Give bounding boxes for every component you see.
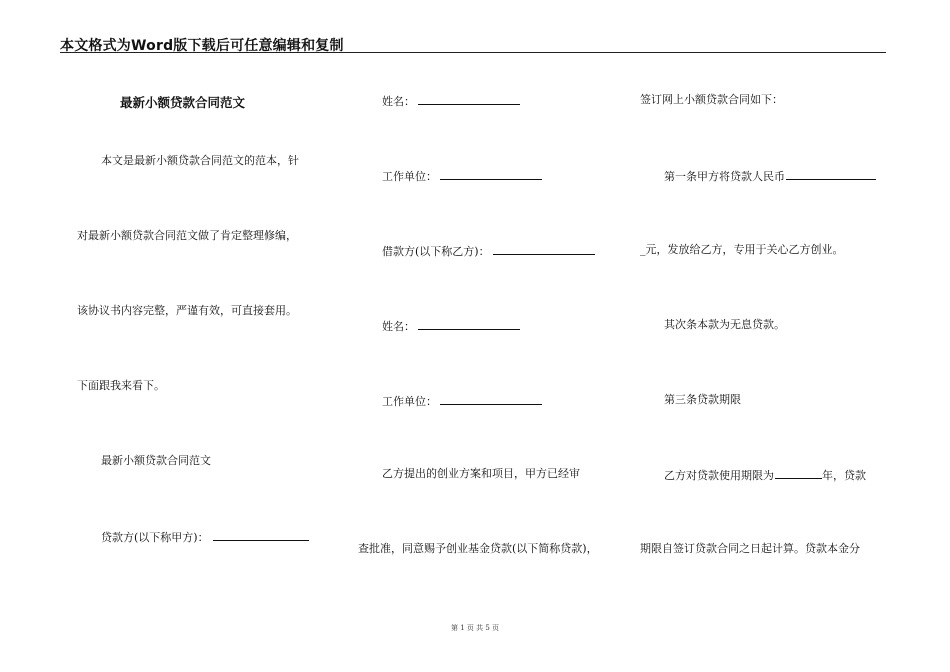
paragraph-line: 乙方提出的创业方案和项目，甲方已经审 xyxy=(382,467,580,480)
borrower-label: 借款方(以下称乙方)： xyxy=(382,245,490,258)
paragraph-line: 签订网上小额贷款合同如下： xyxy=(640,93,783,106)
paragraph-line: 该协议书内容完整，严谨有效，可直接套用。 xyxy=(77,304,297,317)
document-title: 最新小额贷款合同范文 xyxy=(120,95,246,110)
lender-blank xyxy=(213,529,309,541)
term-suffix: 年，贷款 xyxy=(822,469,866,482)
work-unit-blank xyxy=(440,393,542,405)
work-unit-label: 工作单位： xyxy=(382,395,437,408)
name-label: 姓名： xyxy=(382,320,415,333)
paragraph-line xyxy=(640,243,844,257)
name-blank xyxy=(418,318,520,330)
page-number: 第 1 页 共 5 页 xyxy=(450,624,500,632)
lender-label: 贷款方(以下称甲方)： xyxy=(101,531,209,544)
paragraph-line: 下面跟我来看下。 xyxy=(77,379,165,392)
borrower-line xyxy=(382,243,595,259)
article-1-line xyxy=(664,168,876,184)
name-blank xyxy=(418,93,520,105)
article-1-text: 第一条甲方将贷款人民币 xyxy=(664,170,785,183)
article-3-heading: 第三条贷款期限 xyxy=(664,393,741,406)
term-line xyxy=(664,467,866,483)
years-blank xyxy=(775,467,822,479)
purpose-text: 元，发放给乙方，专用于关心乙方创业。 xyxy=(645,243,844,256)
borrower-blank xyxy=(493,243,595,255)
work-unit-label: 工作单位： xyxy=(382,170,437,183)
paragraph-line: 本文是最新小额贷款合同范文的范本，针 xyxy=(101,154,299,167)
name-line xyxy=(382,93,520,109)
header-title: 本文格式为Word版下载后可任意编辑和复制 xyxy=(60,38,344,54)
work-unit-line xyxy=(382,393,542,409)
name-label: 姓名： xyxy=(382,95,415,108)
name-line xyxy=(382,318,520,334)
work-unit-blank xyxy=(440,168,542,180)
paragraph-line: 其次条本款为无息贷款。 xyxy=(664,318,785,331)
paragraph-line: 最新小额贷款合同范文 xyxy=(101,454,211,467)
lender-line xyxy=(101,529,309,545)
amount-blank xyxy=(786,168,876,180)
work-unit-line xyxy=(382,168,542,184)
term-label: 乙方对贷款使用期限为 xyxy=(664,469,774,482)
underscore-mark: _ xyxy=(640,243,646,256)
paragraph-line: 对最新小额贷款合同范文做了肯定整理修编， xyxy=(77,229,297,242)
paragraph-line: 查批准，同意赐予创业基金贷款(以下简称贷款)， xyxy=(358,542,598,555)
paragraph-line: 期限自签订贷款合同之日起计算。贷款本金分 xyxy=(640,542,860,555)
header-divider xyxy=(60,52,886,53)
